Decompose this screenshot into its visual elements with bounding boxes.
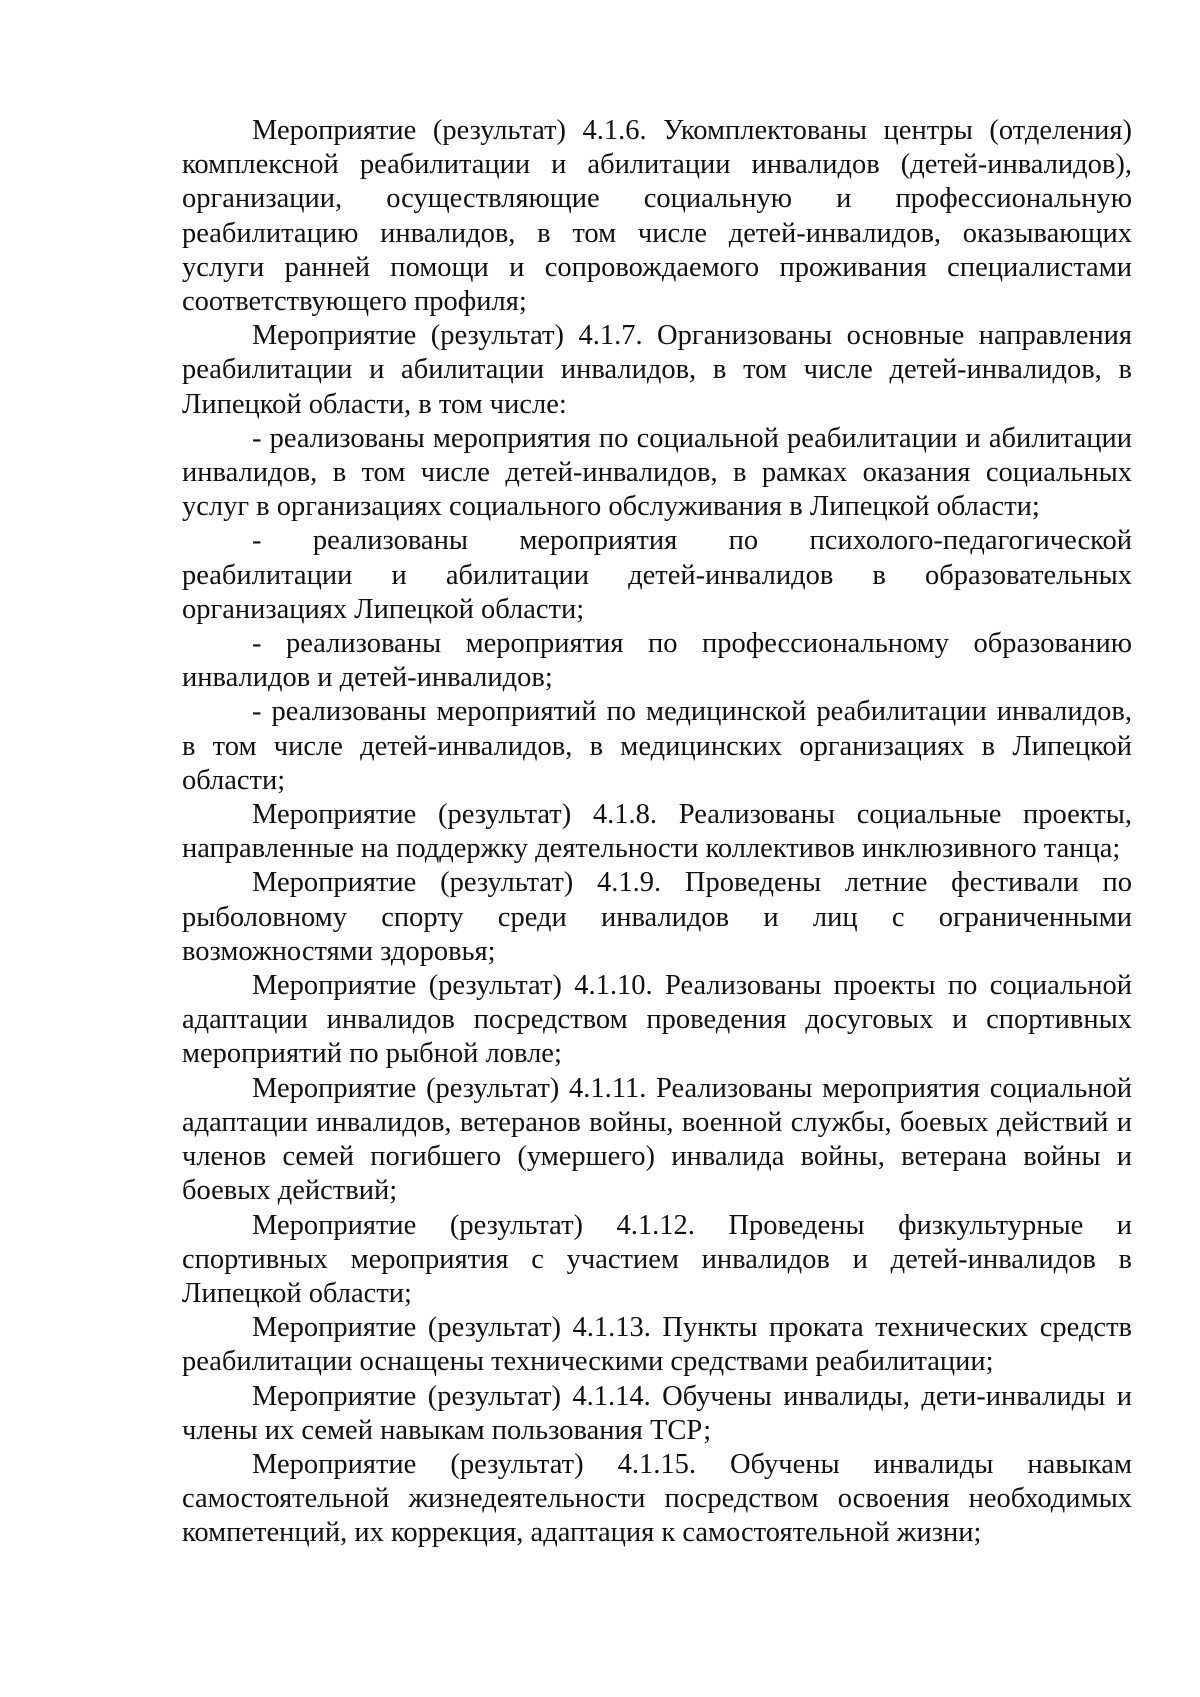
list-item-social-rehabilitation: - реализованы мероприятия по социальной реабилитации и абилитации инвалидов, в том числе детей-инвалидов, в рамках оказания социальных услуг в организациях социального обслуживания в Липецкой области; <box>182 422 1132 523</box>
paragraph-4-1-6: Мероприятие (результат) 4.1.6. Укомплектованы центры (отделения) комплексной реабилитации и абилитации инвалидов (детей-инвалидов), организации, осуществляющие социальную и профессиональную реабилитацию инвалидов, в том числе детей-инвалидов, оказывающих услуги ранней помощи и сопровождаемого проживания специалистами соответствующего профиля; <box>182 115 1132 318</box>
paragraph-4-1-9: Мероприятие (результат) 4.1.9. Проведены летние фестивали по рыболовному спорту среди инвалидов и лиц с ограниченными возможностями здоровья; <box>182 867 1132 967</box>
paragraph-4-1-10: Мероприятие (результат) 4.1.10. Реализованы проекты по социальной адаптации инвалидов посредством проведения досуговых и спортивных мероприятий по рыбной ловле; <box>182 970 1132 1070</box>
paragraph-4-1-7: Мероприятие (результат) 4.1.7. Организованы основные направления реабилитации и абилитации инвалидов, в том числе детей-инвалидов, в Липецкой области, в том числе: <box>182 320 1132 420</box>
document-page <box>182 114 1132 1551</box>
paragraph-4-1-15: Мероприятие (результат) 4.1.15. Обучены инвалиды навыкам самостоятельной жизнедеятельности посредством освоения необходимых компетенций, их коррекция, адаптация к самостоятельной жизни; <box>182 1448 1132 1549</box>
paragraph-4-1-12: Мероприятие (результат) 4.1.12. Проведены физкультурные и спортивных мероприятия с участием инвалидов и детей-инвалидов в Липецкой области; <box>182 1209 1132 1309</box>
paragraph-4-1-8: Мероприятие (результат) 4.1.8. Реализованы социальные проекты, направленные на поддержку деятельности коллективов инклюзивного танца; <box>182 799 1132 865</box>
list-item-psycho-pedagogical-rehabilitation: - реализованы мероприятия по психолого-педагогической реабилитации и абилитации детей-инвалидов в образовательных организациях Липецкой области; <box>182 525 1132 625</box>
paragraph-4-1-13: Мероприятие (результат) 4.1.13. Пункты проката технических средств реабилитации оснащены техническими средствами реабилитации; <box>182 1312 1132 1378</box>
list-item-professional-education: - реализованы мероприятия по профессиональному образованию инвалидов и детей-инвалидов; <box>182 628 1132 694</box>
paragraph-4-1-14: Мероприятие (результат) 4.1.14. Обучены инвалиды, дети-инвалиды и члены их семей навыкам пользования ТСР; <box>182 1380 1132 1446</box>
list-item-medical-rehabilitation: - реализованы мероприятий по медицинской реабилитации инвалидов, в том числе детей-инвалидов, в медицинских организациях в Липецкой области; <box>182 696 1132 796</box>
paragraph-4-1-11: Мероприятие (результат) 4.1.11. Реализованы мероприятия социальной адаптации инвалидов, ветеранов войны, военной службы, боевых действий и членов семей погибшего (умершего) инвалида войны, ветерана войны и боевых действий; <box>182 1072 1132 1207</box>
